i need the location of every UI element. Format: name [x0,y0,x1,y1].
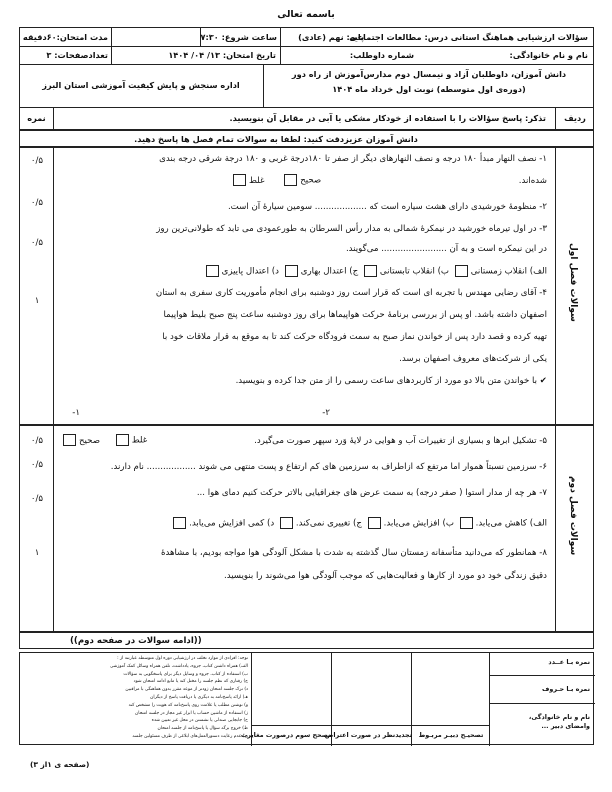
teacher-name-label: نام و نام خانوادگی، وامضای دبیر ... [528,713,590,730]
question-3-line1: ۳- در اول تیرماه خورشید در نیمکرهٔ شمالی به مدار رأس السرطان به طورعمودی می تابد که طولانی‌ترین روز [156,224,547,234]
student-name-label: نام و نام خانوادگی: [509,50,588,60]
corrector-label: تصحیـح دبیـر مربـوط [418,731,484,739]
duration: مدت امتحان:۶۰دقیقه [22,32,108,42]
q5-true-label: صحیح [79,435,100,446]
rule-note-line: ی) عدم رعایت دستورالعمل‌های ابلاغی از طرف مسئولین جلسه [132,733,248,739]
q5-false-label: غلط [131,435,148,446]
q5-false-checkbox[interactable] [116,434,129,446]
question-3-line2: در این نیمکره است و به آن ........................ می‌گویند. [345,244,547,254]
q3-option-a-checkbox[interactable] [455,265,468,277]
instruction: تذکر: پاسخ سؤالات را با استفاده از خودکار مشکی یا آبی در مقابل آن بنویسید. [229,113,546,123]
start-time: ساعت شروع: ۷:۳۰ [200,32,277,42]
q3-score: ۰/۵ [30,238,44,248]
q3-option-a: الف) انقلاب زمستانی [470,266,547,277]
question-8-line2: دقیق زندگی خود دو مورد از کارها و فعالیت‌هایی که موجب آلودگی هوا می‌شوند را بنویسید. [223,571,547,581]
question-1-options [230,174,321,186]
question-1-line1: ۱- نصف النهار مبدأ ۱۸۰ درجه و نصف النهارهای دیگر از صفر تا ۱۸۰درجة غربی و ۱۸۰ درجة شرقی درجه بندی [159,154,547,164]
answer-2-label: ۲- [322,408,330,418]
q3-option-d: د) اعتدال پاییزی [221,266,279,277]
section-1-label: سوالات فصل اول [568,243,578,322]
header-box [19,27,594,130]
q3-option-b: ب) انقلاب تابستانی [379,266,450,277]
exam-date: تاریخ امتحان: ۱۳/ ۰۴/ ۱۴۰۴ [168,50,276,60]
q3-option-c: ج) اعتدال بهاری [300,266,359,277]
q3-option-c-checkbox[interactable] [285,265,298,277]
rule-note-line: ج) رفتاری که نظم جلسه را مختل کند یا مانع ادامه امتحان شود [133,679,248,685]
question-6: ۶- سرزمین نسبتاً هموار اما مرتفع که ازاطراف به سرزمین های کم ارتفاع و پست منتهی می شوند .................. نام دارند. [110,462,547,472]
q7-option-a-checkbox[interactable] [460,517,473,529]
student-number-label: شماره داوطلب: [349,50,414,60]
question-1-line2: شده‌اند. [518,176,547,186]
q1-true-checkbox[interactable] [284,174,297,186]
q7-option-d-checkbox[interactable] [173,517,186,529]
rule-note-line: هـ) ارائه پاسخ‌نامه به دیگری یا دریافت پاسخ از دیگران [150,694,248,700]
rules-notes [20,653,252,746]
question-4-line4: یکی از شرکت‌های معروف اصفهان برسد. [399,354,547,364]
q1-true-label: صحیح [300,175,322,186]
section-2 [19,425,594,632]
third-correction-label: مصحح سوم درصورت مغایرت [240,731,332,739]
question-4-line1: ۴- آقای رضایی مهندس با تجربه ای است که قرار است روز دوشنبه برای انجام مأموریت کاری سفری به استان [155,288,547,298]
continued-note: ((ادامه سوالات در صفحه دوم)) [70,636,202,646]
rule-note-line: و) نوشتن مطلب یا علامت روی پاسخ‌نامه که هویت را مشخص کند [128,702,248,708]
q7-option-b-checkbox[interactable] [368,517,381,529]
score-digits-label: نمره بـا عــدد [548,658,590,666]
q5-true-checkbox[interactable] [63,434,76,446]
col-row-header: ردیف [564,113,586,123]
q8-score: ۱ [34,548,40,558]
footer-grid [19,652,594,745]
basmala: باسمه تعالی [277,9,335,20]
rule-note-line: الف) همراه داشتن کتاب، جزوه، یادداشت، تلفن همراه وسائل کمک آموزشی [109,663,248,669]
question-8-line1: ۸- همانطور که می‌دانید متأسفانه زمستان سال گذشته به شدت با مشکل آلودگی هوا مواجه بودیم، با مشاهدهٔ [160,548,547,558]
audience-line2: (دوره‌ی اول متوسطه) نوبت اول خرداد ماه ۱۴۰۴ [332,84,526,94]
question-4-prompt: ✔ با خواندن متن بالا دو مورد از کاربردهای ساعت رسمی را از متن جدا کرده و بنویسید. [235,376,547,386]
rule-note-line: ز) استفاده از ماشین حساب یا ابزار غیر مجاز در جلسه امتحان [135,710,248,716]
section-1 [19,147,594,425]
rule-note-line: ب) استفاده از کتاب، جزوه و وسایل دیگر برای پاسخگویی به سؤالات [123,671,248,677]
question-7-options [170,517,547,529]
bullet-icon: ✔ [537,376,547,386]
question-7: ۷- هر چه از مدار استوا ( صفر درجه) به سمت عرض های جغرافیایی بالاتر حرکت کنیم دمای هوا ... [196,488,547,498]
intro-row [19,130,594,147]
question-4-line2: اصفهان داشته باشد. او پس از بررسی برنامهٔ حرکت هواپیماها برای روز دوشنبه ساعت پنج صبح بلیط هواپیما [163,310,547,320]
revision-label: تجدیدنظر در صورت اعتراض [324,731,412,739]
q3-option-d-checkbox[interactable] [206,265,219,277]
rule-note-line: ح) جابجایی صندلی یا نشستن در محل غیر تعیین شده [151,718,248,724]
q7-option-a: الف) کاهش می‌یابد. [475,518,547,529]
q1-false-label: غلط [249,175,265,186]
q7-option-d: د) کمی افزایش می‌یابد. [189,518,275,529]
exam-title: سؤالات ارزشیابی هماهنگ استانی درس: مطالعات اجتماعی [349,32,588,42]
col-score-header: نمره [27,113,46,123]
q7-option-c-checkbox[interactable] [280,517,293,529]
section-2-label: سوالات فصل دوم [568,476,578,556]
intro-text: دانش آموزان عزیزدقت کنید: لطفا به سوالات تمام فصل ها پاسخ دهید. [134,134,418,144]
q7-option-b: ب) افزایش می‌یابد. [383,518,454,529]
q2-score: ۰/۵ [30,198,44,208]
answer-1-label: ۱- [72,408,80,418]
q3-option-b-checkbox[interactable] [364,265,377,277]
q7-option-c: ج) تغییری نمی‌کند. [295,518,362,529]
page-count: تعدادصفحات: ۳ [46,50,108,60]
q1-false-checkbox[interactable] [233,174,246,186]
office-name: اداره سنجش و پایش کیفیت آموزشی استان البرز [42,80,240,90]
question-2: ۲- منظومهٔ خورشیدی دارای هشت سیاره است که ................... سومین سیارهٔ آن است. [227,202,547,212]
q6-score: ۰/۵ [30,460,44,470]
rule-note-line: د) ترک جلسه امتحان زودتر از موعد مقرر بدون هماهنگی با مراقبین [125,687,248,693]
grade: پایه: نهم (عادی) [298,32,364,42]
rule-note-line: توجه: افرادی از موارد تخلف در ارزشیابی دوره اول متوسطه عبارتند از : [117,656,248,661]
question-5-options [60,434,147,446]
audience-line1: دانش آموزان، داوطلبان آزاد و نیمسال دوم مدارس‌آموزش از راه دور [291,69,567,79]
q4-score: ۱ [34,296,40,306]
q1-score: ۰/۵ [30,156,44,166]
q7-score: ۰/۵ [30,494,44,504]
score-letters-label: نمره بـا حـروف [541,685,590,693]
q5-score: ۰/۵ [30,436,44,446]
question-5: ۵- تشکیل ابرها و بسیاری از تغییرات آب و هوایی در لایهٔ وَرد سپهر صورت می‌گیرد. [254,436,547,446]
question-4-line3: تهیه کرده و قصد دارد پس از خواندن نماز صبح به سمت فرودگاه حرکت کند تا به موقع به قرار ملاقات خود با [162,332,547,342]
rule-note-line: ط) خروج برگه سؤال یا پاسخ‌نامه از جلسه امتحان [157,726,248,732]
continued-row [19,632,594,649]
page-label: (صفحه ی ۱از ۳) [30,760,90,769]
question-3-options [203,265,547,277]
